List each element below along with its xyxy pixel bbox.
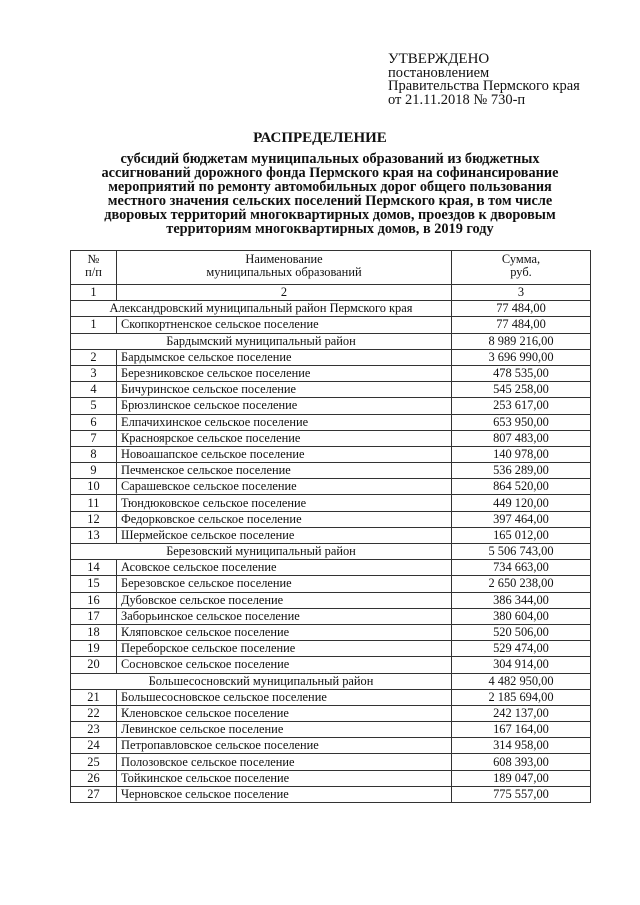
document-title: РАСПРЕДЕЛЕНИЕ xyxy=(253,130,387,146)
amount: 864 520,00 xyxy=(452,479,591,495)
amount: 140 978,00 xyxy=(452,446,591,462)
row-number: 14 xyxy=(71,560,117,576)
table-row xyxy=(71,722,591,738)
index-cell: 3 xyxy=(452,285,591,301)
row-number: 6 xyxy=(71,414,117,430)
amount: 653 950,00 xyxy=(452,414,591,430)
amount: 4 482 950,00 xyxy=(452,673,591,689)
distribution-table xyxy=(70,250,591,803)
header-text: Сумма, xyxy=(501,252,541,266)
row-number: 4 xyxy=(71,382,117,398)
row-number: 17 xyxy=(71,608,117,624)
table-row xyxy=(71,527,591,543)
table-row xyxy=(71,349,591,365)
row-number: 18 xyxy=(71,624,117,640)
amount: 536 289,00 xyxy=(452,463,591,479)
settlement-name: Большесосновское сельское поселение xyxy=(117,689,452,705)
row-number: 13 xyxy=(71,527,117,543)
district-name: Бардымский муниципальный район xyxy=(71,333,452,349)
table-row xyxy=(71,446,591,462)
amount: 734 663,00 xyxy=(452,560,591,576)
settlement-name: Бардымское сельское поселение xyxy=(117,349,452,365)
amount: 397 464,00 xyxy=(452,511,591,527)
table-row xyxy=(71,705,591,721)
header-text: руб. xyxy=(510,265,532,279)
table-row xyxy=(71,641,591,657)
amount: 2 650 238,00 xyxy=(452,576,591,592)
table-row xyxy=(71,592,591,608)
amount: 242 137,00 xyxy=(452,705,591,721)
row-number: 23 xyxy=(71,722,117,738)
table-row xyxy=(71,495,591,511)
approval-block xyxy=(388,53,580,107)
amount: 3 696 990,00 xyxy=(452,349,591,365)
document-subtitle: субсидий бюджетам муниципальных образований из бюджетных ассигнований дорожного фонда Пермского края на софинансирование мероприятий по ремонту автомобильных дорог общего пользования местного значения сельских поселений Пермского края, в том числе дворовых территорий многоквартирных домов, проездов к дворовым территориям многоквартирных домов, в 2019 году xyxy=(101,151,559,237)
amount: 2 185 694,00 xyxy=(452,689,591,705)
settlement-name: Скопкортненское сельское поселение xyxy=(117,317,452,333)
table-row xyxy=(71,430,591,446)
settlement-name: Тойкинское сельское поселение xyxy=(117,770,452,786)
table-row xyxy=(71,786,591,802)
table-header-row xyxy=(71,251,591,285)
amount: 608 393,00 xyxy=(452,754,591,770)
settlement-name: Дубовское сельское поселение xyxy=(117,592,452,608)
settlement-name: Полозовское сельское поселение xyxy=(117,754,452,770)
row-number: 2 xyxy=(71,349,117,365)
row-number: 9 xyxy=(71,463,117,479)
amount: 167 164,00 xyxy=(452,722,591,738)
amount: 386 344,00 xyxy=(452,592,591,608)
amount: 807 483,00 xyxy=(452,430,591,446)
amount: 165 012,00 xyxy=(452,527,591,543)
table-row xyxy=(71,365,591,381)
amount: 5 506 743,00 xyxy=(452,544,591,560)
table-row xyxy=(71,317,591,333)
settlement-name: Асовское сельское поселение xyxy=(117,560,452,576)
settlement-name: Петропавловское сельское поселение xyxy=(117,738,452,754)
settlement-name: Шермейское сельское поселение xyxy=(117,527,452,543)
settlement-name: Заборьинское сельское поселение xyxy=(117,608,452,624)
settlement-name: Сосновское сельское поселение xyxy=(117,657,452,673)
amount: 478 535,00 xyxy=(452,365,591,381)
table-row xyxy=(71,754,591,770)
row-number: 21 xyxy=(71,689,117,705)
table-row xyxy=(71,608,591,624)
header-text: Наименование xyxy=(245,252,323,266)
header-sum xyxy=(452,251,591,285)
district-name: Березовский муниципальный район xyxy=(71,544,452,560)
amount: 545 258,00 xyxy=(452,382,591,398)
settlement-name: Березовское сельское поселение xyxy=(117,576,452,592)
amount: 380 604,00 xyxy=(452,608,591,624)
settlement-name: Брюзлинское сельское поселение xyxy=(117,398,452,414)
amount: 77 484,00 xyxy=(452,317,591,333)
district-name: Александровский муниципальный район Пермского края xyxy=(71,301,452,317)
approval-heading: УТВЕРЖДЕНО xyxy=(388,51,490,67)
row-number: 1 xyxy=(71,317,117,333)
row-number: 20 xyxy=(71,657,117,673)
table-row xyxy=(71,414,591,430)
row-number: 10 xyxy=(71,479,117,495)
district-row xyxy=(71,673,591,689)
index-row xyxy=(71,285,591,301)
row-number: 19 xyxy=(71,641,117,657)
row-number: 16 xyxy=(71,592,117,608)
amount: 77 484,00 xyxy=(452,301,591,317)
amount: 775 557,00 xyxy=(452,786,591,802)
row-number: 15 xyxy=(71,576,117,592)
row-number: 25 xyxy=(71,754,117,770)
approval-line: постановлением xyxy=(388,64,490,81)
district-name: Большесосновский муниципальный район xyxy=(71,673,452,689)
district-row xyxy=(71,333,591,349)
row-number: 8 xyxy=(71,446,117,462)
table-row xyxy=(71,738,591,754)
table-row xyxy=(71,657,591,673)
table-row xyxy=(71,511,591,527)
settlement-name: Черновское сельское поселение xyxy=(117,786,452,802)
settlement-name: Бичуринское сельское поселение xyxy=(117,382,452,398)
row-number: 26 xyxy=(71,770,117,786)
settlement-name: Сарашевское сельское поселение xyxy=(117,479,452,495)
amount: 8 989 216,00 xyxy=(452,333,591,349)
header-num xyxy=(71,251,117,285)
header-text: № xyxy=(87,252,100,266)
settlement-name: Тюндюковское сельское поселение xyxy=(117,495,452,511)
amount: 253 617,00 xyxy=(452,398,591,414)
settlement-name: Кленовское сельское поселение xyxy=(117,705,452,721)
table-row xyxy=(71,770,591,786)
settlement-name: Новоашапское сельское поселение xyxy=(117,446,452,462)
settlement-name: Левинское сельское поселение xyxy=(117,722,452,738)
table-row xyxy=(71,398,591,414)
row-number: 11 xyxy=(71,495,117,511)
amount: 304 914,00 xyxy=(452,657,591,673)
settlement-name: Красноярское сельское поселение xyxy=(117,430,452,446)
row-number: 5 xyxy=(71,398,117,414)
row-number: 27 xyxy=(71,786,117,802)
approval-date: от 21.11.2018 № 730-п xyxy=(388,91,526,108)
header-text: муниципальных образований xyxy=(206,265,362,279)
table-row xyxy=(71,479,591,495)
row-number: 3 xyxy=(71,365,117,381)
row-number: 7 xyxy=(71,430,117,446)
header-name xyxy=(117,251,452,285)
table-row xyxy=(71,382,591,398)
settlement-name: Кляповское сельское поселение xyxy=(117,624,452,640)
district-row xyxy=(71,301,591,317)
settlement-name: Елпачихинское сельское поселение xyxy=(117,414,452,430)
settlement-name: Федорковское сельское поселение xyxy=(117,511,452,527)
approval-line: Правительства Пермского края xyxy=(388,78,580,94)
amount: 529 474,00 xyxy=(452,641,591,657)
row-number: 24 xyxy=(71,738,117,754)
amount: 189 047,00 xyxy=(452,770,591,786)
table-row xyxy=(71,689,591,705)
table-row xyxy=(71,576,591,592)
table-row xyxy=(71,463,591,479)
table-row xyxy=(71,624,591,640)
index-cell: 2 xyxy=(117,285,452,301)
index-cell: 1 xyxy=(71,285,117,301)
row-number: 22 xyxy=(71,705,117,721)
header-text: п/п xyxy=(85,265,102,279)
settlement-name: Березниковское сельское поселение xyxy=(117,365,452,381)
row-number: 12 xyxy=(71,511,117,527)
table-row xyxy=(71,560,591,576)
amount: 449 120,00 xyxy=(452,495,591,511)
district-row xyxy=(71,544,591,560)
amount: 314 958,00 xyxy=(452,738,591,754)
settlement-name: Печменское сельское поселение xyxy=(117,463,452,479)
amount: 520 506,00 xyxy=(452,624,591,640)
settlement-name: Переборское сельское поселение xyxy=(117,641,452,657)
